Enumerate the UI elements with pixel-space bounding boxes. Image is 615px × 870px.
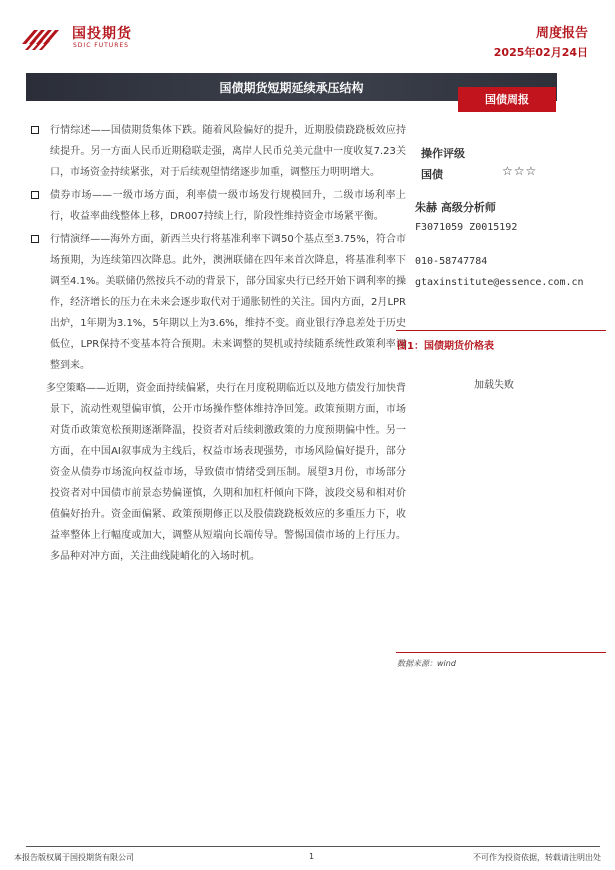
- analyst-ids: F3071059 Z0015192: [415, 222, 518, 233]
- paragraph-market-analysis: [30, 229, 406, 376]
- main-content: [30, 120, 406, 569]
- company-logo: [20, 20, 170, 56]
- figure-top-divider: [396, 330, 606, 331]
- rating-label: 操作评级: [421, 147, 465, 160]
- figure-load-failed-text: 加载失败: [474, 380, 514, 391]
- paragraph-text: 多空策略——近期，资金面持续偏紧，央行在月度税期临近以及地方债发行加快背景下，流动性观望偏审慎，公开市场操作整体维持净回笼。政策预期方面，市场对货币政策宽松预期逐渐降温，投资者对后续刺激政策的力度预期偏中性。另一方面，在中国AI叙事成为主线后，权益市场表现强势，市场风险偏好提升，部分资金从债券市场流向权益市场，导致债市情绪受到压制。展望3月份，市场部分投资者对中国债市前景态势偏谨慎，久期和加杠杆倾向下降，波段交易和相对价值偏好抬升。资金面偏紧、政策预期修正以及股债跷跷板效应的多重压力下，收益率整体上行幅度或加大，调整从短端向长端传导。警惕国债市场的上行压力。多品种对冲方面，关注曲线陡峭化的入场时机。: [46, 383, 406, 562]
- report-type: 周度报告: [535, 26, 588, 41]
- analyst-name: 朱赫 高级分析师: [415, 201, 496, 214]
- figure-bottom-divider: [396, 652, 606, 653]
- report-date: 2025年02月24日: [493, 46, 588, 59]
- paragraph-text: 行情演绎——海外方面，新西兰央行将基准利率下调50个基点至3.75%，符合市场预期，为连续第四次降息。此外，澳洲联储在四年来首次降息，将基准利率下调至4.1%。美联储仍然按兵不动的背景下，部分国家央行已经开始下调利率的操作，经济增长的压力在未来会逐步取代对于通胀韧性的关注。国内方面，2月LPR出炉，1年期为3.1%，5年期以上为3.6%，维持不变。商业银行净息差处于历史低位，LPR保持不变基本符合预期。未来调整的契机或持续随系统性政策利率调整到来。: [50, 234, 406, 371]
- figure-title: 图1：国债期货价格表: [397, 341, 494, 352]
- rating-item: 国债: [421, 168, 443, 181]
- bullet-square-icon: [31, 126, 39, 134]
- bullet-square-icon: [31, 235, 39, 243]
- paragraph-text: 债券市场——一级市场方面，利率债一级市场发行规模回升，二级市场利率上行，收益率曲线整体上移，DR007持续上行，阶段性维持资金市场紧平衡。: [50, 190, 406, 222]
- paragraph-bond-market: [30, 185, 406, 227]
- footer-disclaimer: 不可作为投资依据，转载请注明出处: [473, 853, 601, 862]
- analyst-email: gtaxinstitute@essence.com.cn: [415, 277, 584, 288]
- analyst-phone: 010-58747784: [415, 256, 488, 267]
- data-source: 数据来源：wind: [397, 659, 456, 668]
- logo-mark-icon: [20, 22, 66, 54]
- report-tag: 国债周报: [458, 87, 556, 112]
- logo-english-name: SDIC FUTURES: [73, 42, 129, 49]
- page-number: 1: [309, 852, 315, 861]
- footer-divider: [26, 846, 600, 847]
- logo-chinese-name: 国投期货: [72, 26, 132, 42]
- report-title: 国债期货短期延续承压结构: [219, 81, 364, 95]
- rating-stars: ☆☆☆: [502, 164, 538, 178]
- footer-copyright: 本报告版权属于国投期货有限公司: [14, 853, 134, 862]
- paragraph-market-overview: [30, 120, 406, 183]
- bullet-square-icon: [31, 191, 39, 199]
- paragraph-text: 行情综述——国债期货集体下跌。随着风险偏好的提升，近期股债跷跷板效应持续提升。另一方面人民币近期稳联走强，离岸人民币兑美元盘中一度收复7.23关口，市场资金持续紧张，对于后续观望情绪逐步加重，调整压力明明增大。: [50, 125, 406, 178]
- paragraph-strategy: [30, 378, 406, 567]
